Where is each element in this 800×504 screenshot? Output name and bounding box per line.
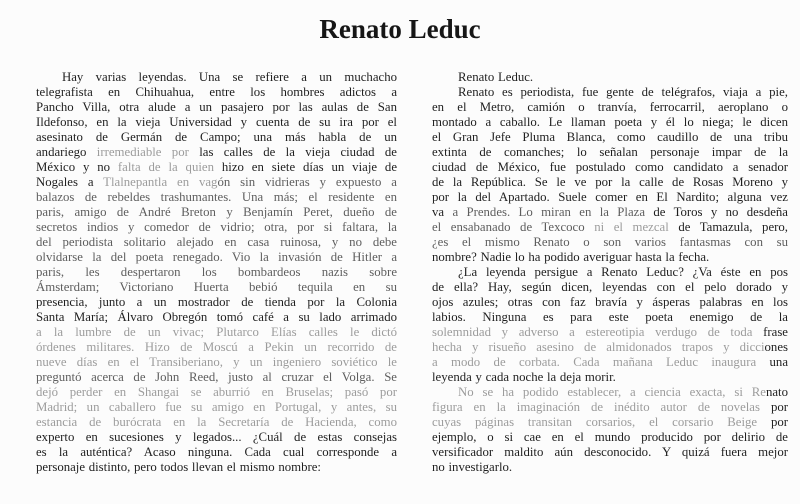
text-segment: telegrafista en Chihuahua, entre los hombres adictos a bbox=[36, 85, 397, 99]
text-line bbox=[36, 400, 397, 415]
text-segment: olvidarse la del poeta renegado. Vio la invasión de Hitler a bbox=[36, 250, 397, 264]
text-segment: va bbox=[432, 205, 453, 219]
text-segment: Santa María; Álvaro Obregón tomó café a su lado arrimado bbox=[36, 310, 397, 324]
text-segment: ¿es el mismo Renato o son varios fantasmas con su bbox=[432, 235, 788, 249]
text-segment: Nogales a bbox=[36, 175, 104, 189]
text-line bbox=[432, 100, 788, 115]
text-line bbox=[36, 250, 397, 265]
text-line bbox=[432, 190, 788, 205]
text-segment: cuyas páginas transitan corsarios, el corsario Beige bbox=[432, 415, 771, 429]
text-columns bbox=[0, 70, 800, 475]
text-segment: presencia, junto a un mostrador de tienda por la Colonia bbox=[36, 295, 397, 309]
text-segment: Pancho Villa, otra alude a un pasajero por las aulas de San bbox=[36, 100, 397, 114]
text-segment: labios. Ninguna es para este poeta enemigo de la bbox=[432, 310, 788, 324]
text-segment: irremediable por bbox=[96, 145, 189, 159]
text-line bbox=[36, 205, 397, 220]
text-segment: a Prendes. Lo miran en la Plaza bbox=[452, 205, 654, 219]
text-segment: frase bbox=[763, 325, 788, 339]
text-segment: falta de la quien bbox=[117, 160, 214, 174]
text-segment: andariego bbox=[36, 145, 97, 159]
text-segment: solemnidad y adverso a estereotipia verdugo de toda bbox=[432, 325, 764, 339]
text-line bbox=[432, 400, 788, 415]
text-line bbox=[432, 145, 788, 160]
text-segment: hizo en siete días un viaje de bbox=[214, 160, 397, 174]
column-left bbox=[36, 70, 397, 475]
text-line bbox=[432, 415, 788, 430]
text-segment: montado a caballo. Le llaman poeta y él lo niega; le dicen bbox=[432, 115, 788, 129]
text-segment: nueve días en el Transiberiano, y un ingeniero soviético le bbox=[36, 355, 397, 369]
text-line bbox=[432, 220, 788, 235]
text-line bbox=[432, 385, 788, 400]
text-line bbox=[432, 70, 788, 85]
text-segment: órdenes militares. Hizo de Moscú a Pekin un recorrido de bbox=[36, 340, 397, 354]
text-line bbox=[432, 115, 788, 130]
text-line bbox=[36, 220, 397, 235]
text-segment: Hay varias leyendas. Una se refiere a un muchacho bbox=[62, 70, 397, 84]
text-line bbox=[36, 295, 397, 310]
text-segment: ón sin vidrieras y expuesto a bbox=[217, 175, 397, 189]
text-line bbox=[432, 175, 788, 190]
text-line bbox=[432, 430, 788, 445]
text-line bbox=[432, 280, 788, 295]
text-line bbox=[432, 355, 788, 370]
text-segment: en el Metro, camión o tranvía, ferrocarril, aeroplano o bbox=[432, 100, 788, 114]
text-line bbox=[432, 205, 788, 220]
text-line bbox=[432, 460, 788, 475]
text-line bbox=[36, 325, 397, 340]
text-segment: ones bbox=[764, 340, 788, 354]
text-line bbox=[36, 175, 397, 190]
text-line bbox=[432, 265, 788, 280]
text-line bbox=[36, 70, 397, 85]
text-segment: de ella? Hay, según dicen, leyendas con el pelo dorado y bbox=[432, 280, 788, 294]
text-line bbox=[36, 145, 397, 160]
text-line bbox=[432, 370, 788, 385]
text-line bbox=[432, 295, 788, 310]
text-line bbox=[36, 115, 397, 130]
text-line bbox=[36, 370, 397, 385]
text-segment: no investigarlo. bbox=[432, 460, 513, 474]
text-segment: figura en la imaginación de inédito autor de novelas bbox=[432, 400, 771, 414]
text-line bbox=[36, 310, 397, 325]
text-segment: versificador maldito aún desconocido. Y quizá fuera mejor bbox=[432, 445, 788, 459]
text-line bbox=[432, 130, 788, 145]
text-segment: por bbox=[770, 415, 788, 429]
text-segment: Renato es periodista, fue gente de telégrafos, viaja a pie, bbox=[458, 85, 788, 99]
text-line bbox=[432, 340, 788, 355]
text-segment: Ámsterdam; Victoriano Huerta bebió tequila en su bbox=[36, 280, 397, 294]
text-line bbox=[432, 310, 788, 325]
text-segment: de Tamazula, pero, bbox=[668, 220, 788, 234]
text-segment: experto en sucesiones y legados... ¿Cuál de estas consejas bbox=[36, 430, 397, 444]
text-line bbox=[432, 160, 788, 175]
text-segment: asesinato de Germán de Campo; una más habla de un bbox=[36, 130, 397, 144]
text-segment: personaje distinto, pero todos llevan el mismo nombre: bbox=[36, 460, 321, 474]
text-segment: Ildefonso, en la vieja Universidad y cuenta de su ira por el bbox=[36, 115, 397, 129]
text-segment: Madrid; un caballero fue su amigo en Portugal, y antes, su bbox=[36, 400, 397, 414]
text-segment: balazos de rebeldes trashumantes. Una más; el residente en bbox=[36, 190, 397, 204]
text-segment: las calles de la vieja ciudad de bbox=[188, 145, 397, 159]
text-line bbox=[36, 190, 397, 205]
text-line bbox=[36, 100, 397, 115]
column-right bbox=[432, 70, 788, 475]
text-segment: ejemplo, o si cae en el mundo producido por delirio de bbox=[432, 430, 788, 444]
text-line bbox=[432, 445, 788, 460]
text-segment: es la auténtica? Acaso ninguna. Cada cual corresponde a bbox=[36, 445, 397, 459]
text-line bbox=[36, 445, 397, 460]
text-segment: el ensabanado de Texcoco bbox=[432, 220, 595, 234]
text-segment: estancia de burócrata en la Secretaría de Hacienda, como bbox=[36, 415, 397, 429]
text-line bbox=[36, 430, 397, 445]
text-line bbox=[432, 235, 788, 250]
text-segment: paris, amigo de André Breton y Benjamín Peret, dueño de bbox=[36, 205, 397, 219]
text-segment: por bbox=[770, 400, 788, 414]
text-segment: extinta de comanches; lo señalan personaje impar de la bbox=[432, 145, 788, 159]
text-segment: nato bbox=[765, 385, 788, 399]
text-segment: ¿La leyenda persigue a Renato Leduc? ¿Va éste en pos bbox=[458, 265, 788, 279]
text-line bbox=[432, 325, 788, 340]
text-segment: ojos azules; otras con faz bravía y ásperas palabras en los bbox=[432, 295, 788, 309]
page-title: Renato Leduc bbox=[319, 14, 481, 44]
text-line bbox=[36, 130, 397, 145]
text-segment: hecha y risueño asesino de almidonados trapos y dicci bbox=[432, 340, 765, 354]
text-segment: por la del Apartado. Suele comer en El Nardito; alguna vez bbox=[432, 190, 788, 204]
text-line bbox=[36, 160, 397, 175]
text-line bbox=[36, 385, 397, 400]
text-segment: a modo de corbata. Cada mañana Leduc inaugura bbox=[432, 355, 770, 369]
text-segment: de Toros y no desdeña bbox=[653, 205, 788, 219]
text-segment: una bbox=[769, 355, 788, 369]
text-segment: leyenda y cada noche la deja morir. bbox=[432, 370, 616, 384]
text-segment: nombre? Nadie lo ha podido averiguar hasta la fecha. bbox=[432, 250, 710, 264]
text-segment: No se ha podido establecer, a ciencia exacta, si Re bbox=[458, 385, 766, 399]
text-line bbox=[432, 85, 788, 100]
text-line bbox=[36, 235, 397, 250]
text-segment: a la lumbre de un vivac; Plutarco Elías calles le dictó bbox=[36, 325, 397, 339]
text-segment: ciudad de México, fue postulado como candidato a senador bbox=[432, 160, 788, 174]
text-segment: paris, les despertaron los bombardeos nazis sobre bbox=[36, 265, 397, 279]
text-line bbox=[36, 415, 397, 430]
text-segment: dejó perder en Shangai se aburrió en Bruselas; pasó por bbox=[36, 385, 397, 399]
document-page bbox=[0, 14, 800, 504]
text-line bbox=[432, 250, 788, 265]
text-segment: Tlalnepantla en vag bbox=[103, 175, 218, 189]
text-segment: ni el mezcal bbox=[594, 220, 669, 234]
text-line bbox=[36, 460, 397, 475]
text-segment: el Gran Jefe Pluma Blanca, como caudillo de una tribu bbox=[432, 130, 788, 144]
text-line bbox=[36, 280, 397, 295]
text-segment: del periodista solitario alejado en casa ruinosa, y no debe bbox=[36, 235, 397, 249]
text-line bbox=[36, 265, 397, 280]
text-segment: preguntó acerca de John Reed, justo al cruzar el Volga. Se bbox=[36, 370, 397, 384]
text-line bbox=[36, 85, 397, 100]
text-line bbox=[36, 340, 397, 355]
text-segment: Renato Leduc. bbox=[458, 70, 534, 84]
text-line bbox=[36, 355, 397, 370]
text-segment: secretos indios y comedor de vidrio; otra, por si faltara, la bbox=[36, 220, 397, 234]
text-segment: México y no bbox=[36, 160, 118, 174]
text-segment: de la República. Se le ve por la calle de Rosas Moreno y bbox=[432, 175, 788, 189]
